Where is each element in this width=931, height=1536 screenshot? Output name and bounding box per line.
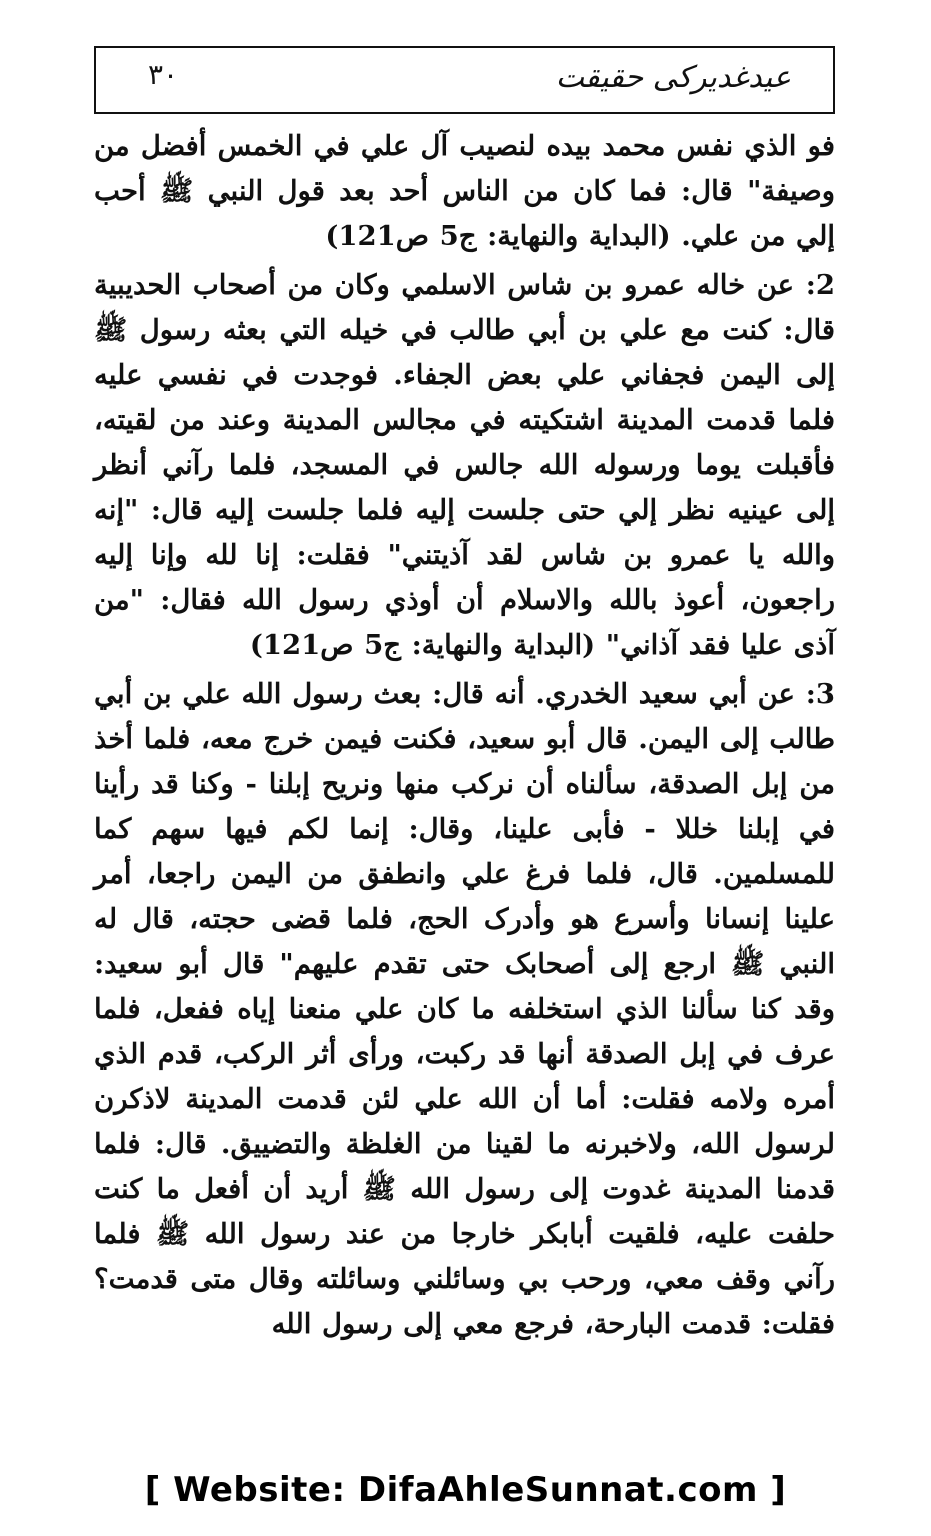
paragraph-1: فو الذي نفس محمد بيده لنصيب آل علي في الخمس أفضل من وصيفة" قال: فما كان من الناس أحد بعد قول النبي ﷺ أحب إلي من علي. (البداية والنهاية: ج5 ص121)	[94, 130, 835, 252]
page-body	[94, 124, 835, 1351]
running-title: عیدغدیرکی حقیقت	[555, 60, 791, 95]
header-box	[94, 46, 835, 114]
paragraph-2: 2: عن خاله عمرو بن شاس الاسلمي وكان من أصحاب الحديبية قال: كنت مع علي بن أبي طالب في خيله التي بعثه رسول ﷺ إلى اليمن فجفاني علي بعض الجفاء. فوجدت في نفسي عليه فلما قدمت المدينة اشتكيته في مجالس المدينة وعند من لقيته، فأقبلت يوما ورسوله الله جالس في المسجد، فلما رآني أنظر إلى عينيه نظر إلي حتى جلست إليه فلما جلست إليه قال: "إنه والله يا عمرو بن شاس لقد آذيتني" فقلت: إنا لله وإنا إليه راجعون، أعوذ بالله والاسلام أن أوذي رسول الله فقال: "من آذى عليا فقد آذاني" (البداية والنهاية: ج5 ص121)	[94, 269, 835, 661]
website-footer: [ Website: DifaAhleSunnat.com ]	[144, 1470, 787, 1510]
paragraph-3: 3: عن أبي سعيد الخدري. أنه قال: بعث رسول الله علي بن أبي طالب إلى اليمن. قال أبو سعيد، فكنت فيمن خرج معه، فلما أخذ من إبل الصدقة، سألناه أن نركب منها ونريح إبلنا - وكنا قد رأينا في إبلنا خللا - فأبى علينا، وقال: إنما لكم فيها سهم كما للمسلمين. قال، فلما فرغ علي وانطفق من اليمن راجعا، أمر علينا إنسانا وأسرع هو وأدرک الحج، فلما قضى حجته، قال له النبي ﷺ ارجع إلى أصحابک حتى تقدم عليهم" قال أبو سعيد: وقد كنا سألنا الذي استخلفه ما كان علي منعنا إياه ففعل، فلما عرف في إبل الصدقة أنها قد ركبت، ورأى أثر الركب، قدم الذي أمره ولامه فقلت: أما أن الله علي لئن قدمت المدينة لاذكرن لرسول الله، ولاخبرنه ما لقينا من الغلظة والتضييق. قال: فلما قدمنا المدينة غدوت إلى رسول الله ﷺ أريد أن أفعل ما كنت حلفت عليه، فلقيت أبابكر خارجا من عند رسول الله ﷺ فلما رآني وقف معي، ورحب بي وسائلني وسائلته وقال متى قدمت؟ فقلت: قدمت البارحة، فرجع معي إلى رسول الله	[94, 678, 835, 1340]
page-number: ٣٠	[148, 58, 179, 91]
